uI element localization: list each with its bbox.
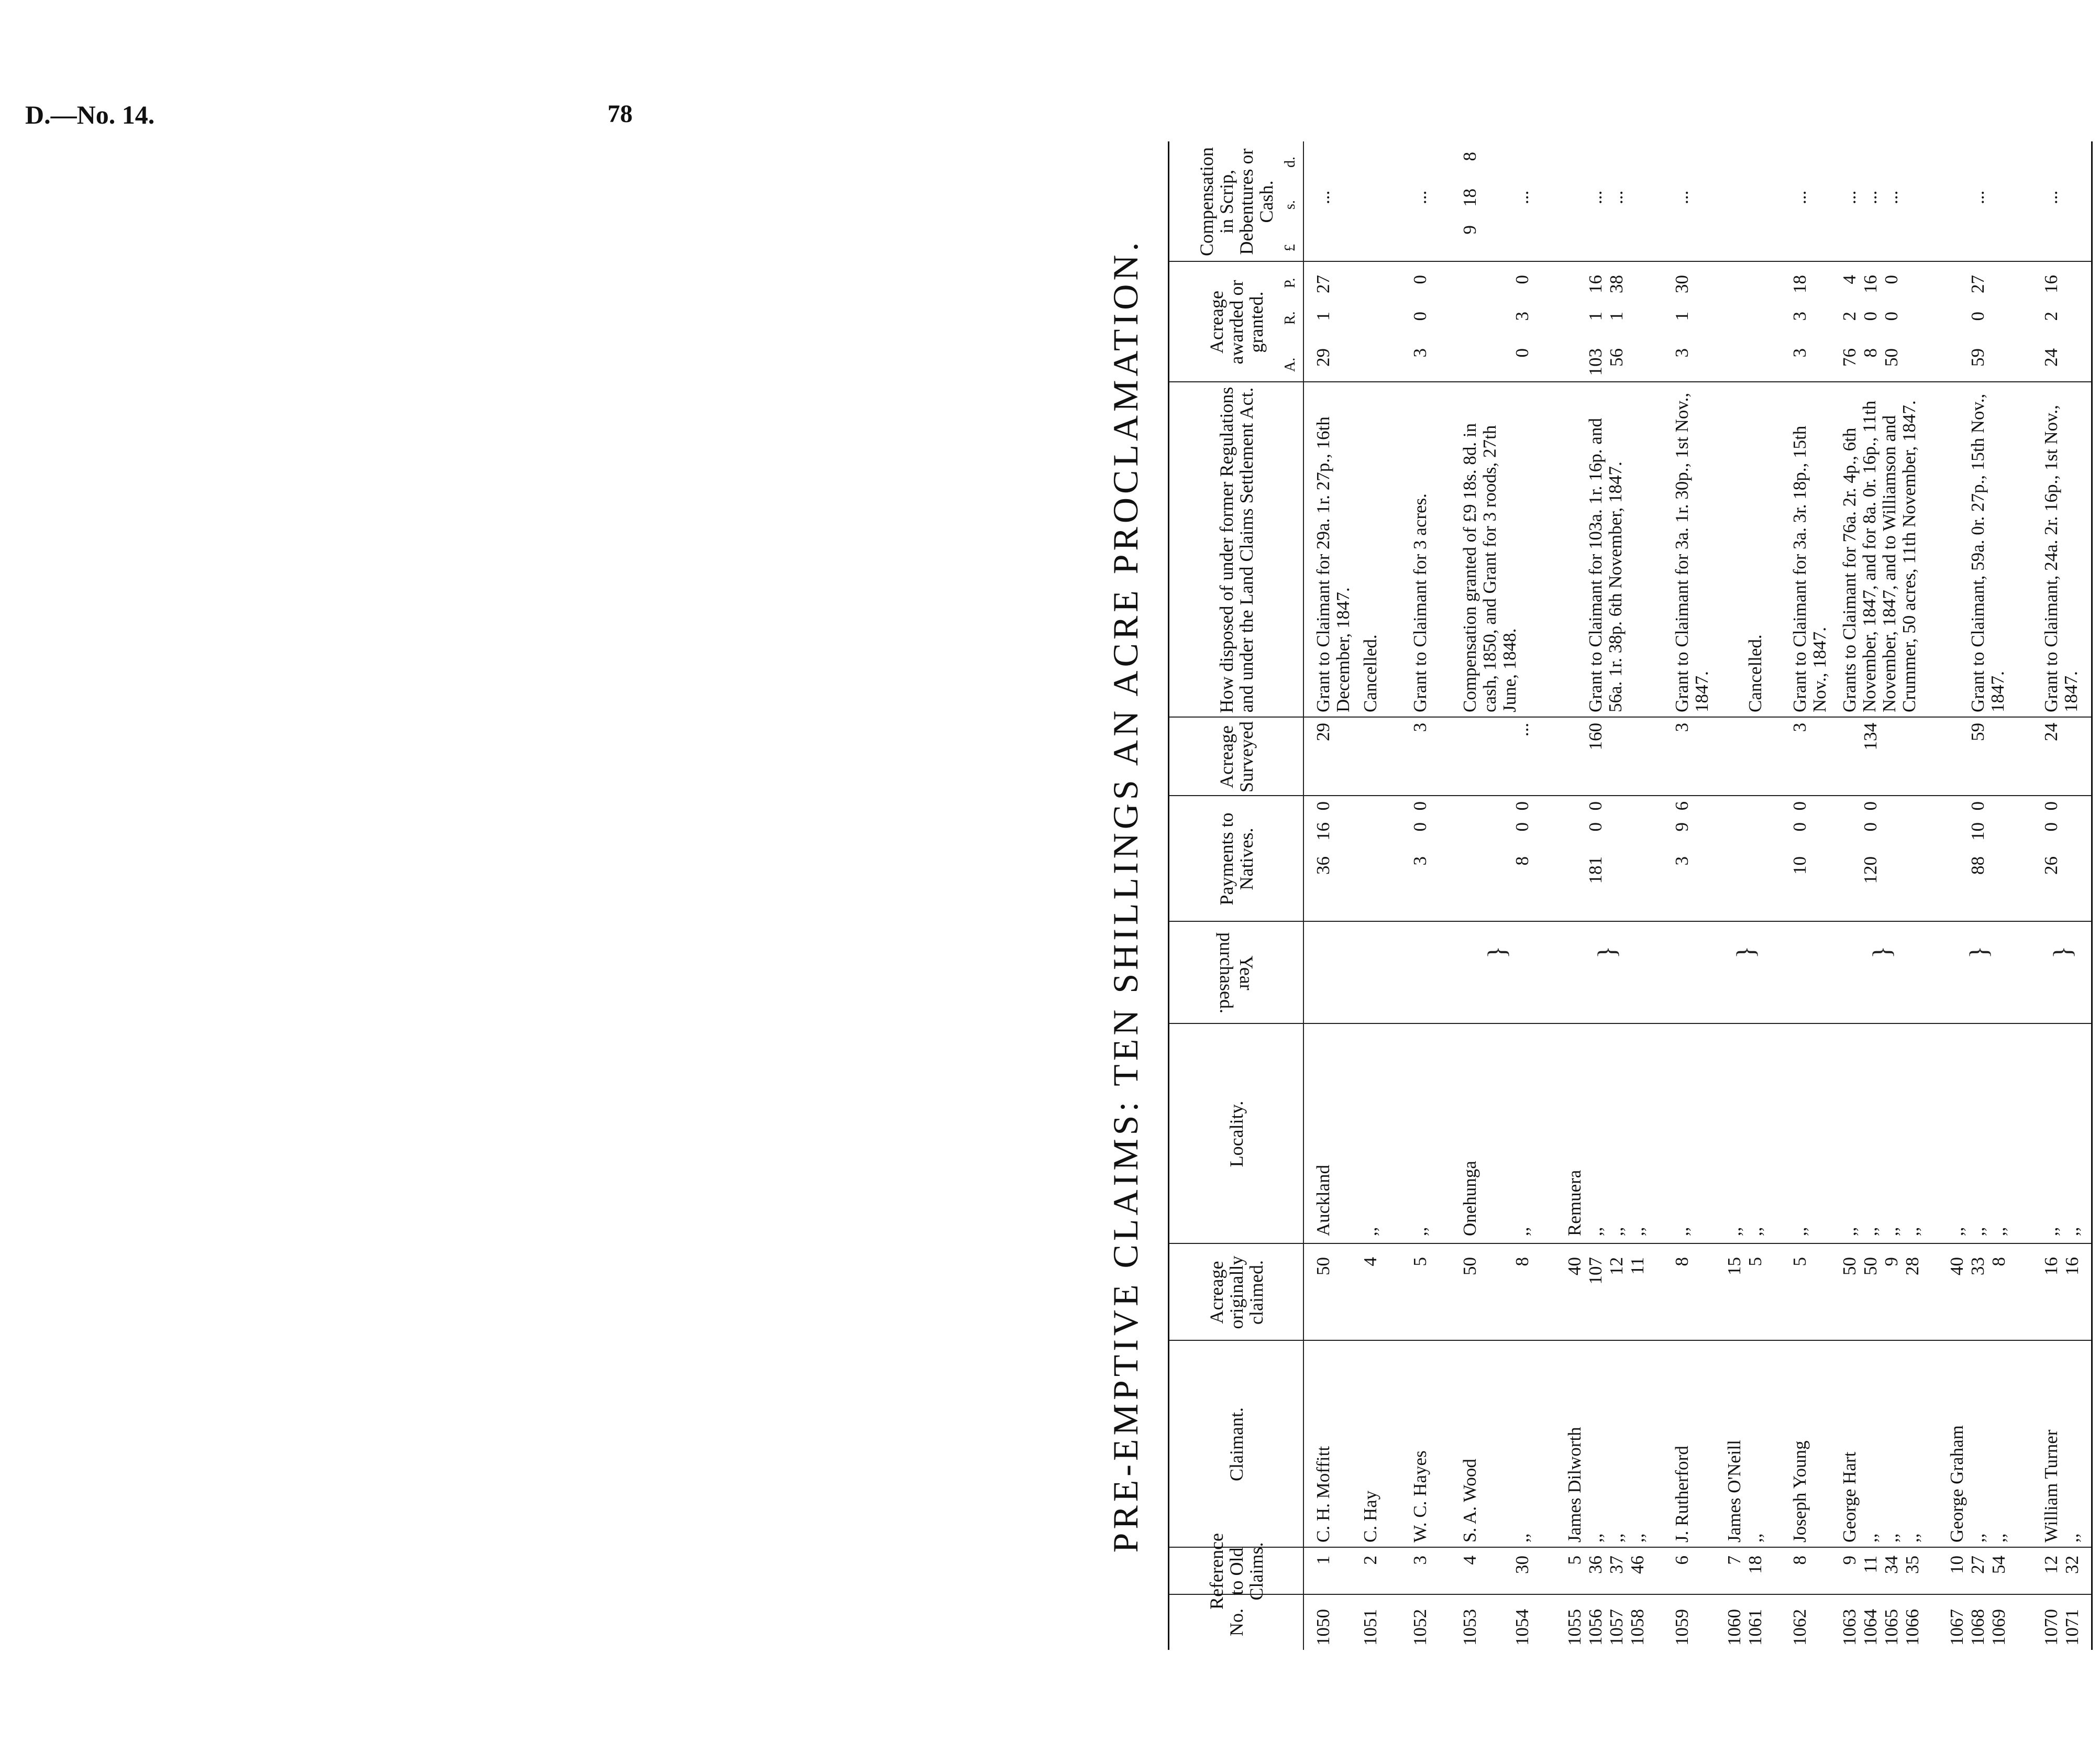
old-claim-ref: 1 xyxy=(1313,1556,1333,1565)
acreage-claimed: 8 xyxy=(1988,1257,2009,1266)
awarded-perches: 4 xyxy=(1839,275,1860,284)
awarded-roods: 0 xyxy=(1860,312,1881,321)
claimant-name: George Graham xyxy=(1947,1425,1967,1542)
compensation-value: ... xyxy=(2041,190,2061,204)
payment-pence: 0 xyxy=(1313,801,1333,811)
acreage-surveyed: 59 xyxy=(1968,723,1988,741)
acreage-surveyed: ... xyxy=(1512,723,1532,737)
claimant-name: ,, xyxy=(1606,1533,1627,1542)
year-group-brace: } xyxy=(1731,946,1760,958)
year-group-brace: } xyxy=(1867,946,1896,958)
awarded-roods: 3 xyxy=(1789,312,1810,321)
column-header-text: Reference to Old Claims. xyxy=(1206,1533,1267,1610)
column-header-text: Locality. xyxy=(1226,1100,1247,1167)
column-header-year xyxy=(1174,922,1299,1024)
column-header-text: How disposed of under former Regulations and under the Land Claims Settlement Act. xyxy=(1216,387,1257,713)
locality: ,, xyxy=(1410,1227,1430,1236)
locality: ,, xyxy=(1606,1227,1627,1236)
acreage-surveyed: 24 xyxy=(2041,723,2061,741)
claimant-name: ,, xyxy=(1988,1533,2009,1542)
acreage-claimed: 8 xyxy=(1512,1257,1532,1266)
locality: ,, xyxy=(1360,1227,1380,1236)
year-group-brace: } xyxy=(2048,946,2077,958)
awarded-perches: 16 xyxy=(1585,275,1606,293)
awarded-acres: 29 xyxy=(1313,348,1333,367)
awarded-roods: 0 xyxy=(1881,312,1902,321)
old-claim-ref: 12 xyxy=(2041,1556,2061,1574)
page-number: 78 xyxy=(607,100,633,128)
document-id: D.—No. 14. xyxy=(25,100,155,129)
payment-shillings: 0 xyxy=(1860,822,1881,832)
locality: ,, xyxy=(1745,1227,1765,1236)
old-claim-ref: 3 xyxy=(1410,1556,1430,1565)
locality: ,, xyxy=(1902,1227,1922,1236)
awarded-perches: 16 xyxy=(1860,275,1881,293)
year-group-brace: } xyxy=(1482,946,1511,958)
acreage-claimed: 50 xyxy=(1313,1257,1333,1275)
acreage-claimed: 50 xyxy=(1460,1257,1480,1275)
column-header-text: No. xyxy=(1226,1608,1247,1636)
disposal-note: Grants to Claimant for 76a. 2r. 4p., 6th November, 1847, and for 8a. 0r. 16p., 11th November, 1847, and to Williamson and Crummer, 50 acres, 11th November, 1847. xyxy=(1839,400,1919,712)
awarded-perches: 0 xyxy=(1410,275,1430,284)
awarded-perches: 38 xyxy=(1606,275,1627,293)
payment-pence: 0 xyxy=(1512,801,1532,811)
acreage-claimed: 107 xyxy=(1585,1257,1606,1285)
old-claim-ref: 4 xyxy=(1460,1556,1480,1565)
locality: ,, xyxy=(1627,1227,1648,1236)
column-rule xyxy=(1169,795,2091,796)
acreage-claimed: 8 xyxy=(1672,1257,1692,1266)
old-claim-ref: 27 xyxy=(1968,1556,1988,1574)
awarded-roods: 1 xyxy=(1606,312,1627,321)
locality: Onehunga xyxy=(1460,1161,1480,1236)
locality: ,, xyxy=(1512,1227,1532,1236)
locality: ,, xyxy=(2041,1227,2061,1236)
acreage-claimed: 16 xyxy=(2062,1257,2082,1275)
disposal-note: Grant to Claimant for 103a. 1r. 16p. and 56a. 1r. 38p. 6th November, 1847. xyxy=(1585,418,1626,712)
row-number: 1062 xyxy=(1789,1609,1810,1646)
row-number: 1052 xyxy=(1410,1609,1430,1646)
claimant-name: S. A. Wood xyxy=(1460,1459,1480,1542)
row-number: 1056 xyxy=(1585,1609,1606,1646)
row-number: 1065 xyxy=(1881,1609,1902,1646)
unit-acres: A. xyxy=(1282,357,1298,372)
old-claim-ref: 9 xyxy=(1839,1556,1860,1565)
disposal-note: Grant to Claimant, 24a. 2r. 16p., 1st Nov., 1847. xyxy=(2041,405,2081,712)
payment-shillings: 0 xyxy=(2041,822,2061,832)
row-number: 1063 xyxy=(1839,1609,1860,1646)
awarded-perches: 0 xyxy=(1881,275,1902,284)
locality: ,, xyxy=(1724,1227,1744,1236)
column-header-text: Payments to Natives. xyxy=(1216,812,1257,906)
column-rule xyxy=(1169,261,2091,262)
acreage-claimed: 4 xyxy=(1360,1257,1380,1266)
acreage-claimed: 15 xyxy=(1724,1257,1744,1275)
row-number: 1066 xyxy=(1902,1609,1922,1646)
acreage-surveyed: 134 xyxy=(1860,723,1881,751)
row-number: 1064 xyxy=(1860,1609,1881,1646)
awarded-acres: 76 xyxy=(1839,348,1860,367)
compensation-pounds: 9 xyxy=(1460,225,1480,235)
row-number: 1060 xyxy=(1724,1609,1744,1646)
row-number: 1053 xyxy=(1460,1609,1480,1646)
old-claim-ref: 18 xyxy=(1745,1556,1765,1574)
disposal-note: Grant to Claimant for 3a. 3r. 18p., 15th Nov., 1847. xyxy=(1789,425,1830,712)
acreage-claimed: 12 xyxy=(1606,1257,1627,1275)
old-claim-ref: 2 xyxy=(1360,1556,1380,1565)
old-claim-ref: 5 xyxy=(1564,1556,1585,1565)
acreage-claimed: 33 xyxy=(1968,1257,1988,1275)
acreage-claimed: 16 xyxy=(2041,1257,2061,1275)
awarded-acres: 0 xyxy=(1512,348,1532,358)
row-number: 1061 xyxy=(1745,1609,1765,1646)
awarded-acres: 3 xyxy=(1410,348,1430,358)
acreage-claimed: 40 xyxy=(1564,1257,1585,1275)
claimant-name: James Dilworth xyxy=(1564,1427,1585,1542)
claims-table xyxy=(1168,141,2093,1650)
payment-shillings: 9 xyxy=(1672,822,1692,832)
compensation-value: ... xyxy=(1410,190,1430,204)
column-rule xyxy=(1169,921,2091,922)
acreage-claimed: 50 xyxy=(1839,1257,1860,1275)
awarded-roods: 2 xyxy=(1839,312,1860,321)
column-rule xyxy=(1169,1340,2091,1341)
payment-pounds: 3 xyxy=(1410,856,1430,866)
claimant-name: ,, xyxy=(1512,1533,1532,1542)
unit-pounds: £ xyxy=(1282,244,1298,251)
locality: ,, xyxy=(1860,1227,1881,1236)
row-number: 1059 xyxy=(1672,1609,1692,1646)
disposal-note: Grant to Claimant, 59a. 0r. 27p., 15th Nov., 1847. xyxy=(1968,393,2008,712)
payment-pounds: 120 xyxy=(1860,856,1881,884)
acreage-surveyed: 3 xyxy=(1410,723,1430,732)
column-header-text: Year purchased. xyxy=(1216,932,1257,1013)
claimant-name: C. Hay xyxy=(1360,1490,1380,1542)
claimant-name: ,, xyxy=(1627,1533,1648,1542)
compensation-value: ... xyxy=(1860,190,1881,204)
column-rule xyxy=(1169,1023,2091,1024)
compensation-value: ... xyxy=(1606,190,1627,204)
payment-pence: 0 xyxy=(2041,801,2061,811)
compensation-value: ... xyxy=(1512,190,1532,204)
old-claim-ref: 10 xyxy=(1947,1556,1967,1574)
acreage-claimed: 50 xyxy=(1860,1257,1881,1275)
disposal-note: Grant to Claimant for 29a. 1r. 27p., 16th December, 1847. xyxy=(1313,416,1353,712)
old-claim-ref: 46 xyxy=(1627,1556,1648,1574)
payment-pounds: 26 xyxy=(2041,856,2061,875)
compensation-shillings: 18 xyxy=(1460,189,1480,207)
claimant-name: W. C. Hayes xyxy=(1410,1450,1430,1542)
payment-pence: 6 xyxy=(1672,801,1692,811)
acreage-surveyed: 3 xyxy=(1789,723,1810,732)
column-header-text: Acreage awarded or granted. xyxy=(1206,280,1267,365)
awarded-roods: 1 xyxy=(1672,312,1692,321)
row-number: 1068 xyxy=(1968,1609,1988,1646)
old-claim-ref: 35 xyxy=(1902,1556,1922,1574)
awarded-acres: 24 xyxy=(2041,348,2061,367)
unit-pence: d. xyxy=(1282,157,1298,168)
locality: ,, xyxy=(2062,1227,2082,1236)
claimant-name: ,, xyxy=(1745,1533,1765,1542)
disposal-note: Cancelled. xyxy=(1360,634,1380,712)
compensation-value: ... xyxy=(1585,190,1606,204)
payment-shillings: 0 xyxy=(1789,822,1810,832)
column-header-text: Acreage originally claimed. xyxy=(1206,1255,1267,1329)
awarded-roods: 2 xyxy=(2041,312,2061,321)
old-claim-ref: 8 xyxy=(1789,1556,1810,1565)
acreage-claimed: 5 xyxy=(1745,1257,1765,1266)
locality: ,, xyxy=(1585,1227,1606,1236)
payment-pence: 0 xyxy=(1860,801,1881,811)
acreage-claimed: 9 xyxy=(1881,1257,1902,1266)
awarded-roods: 0 xyxy=(1410,312,1430,321)
row-number: 1058 xyxy=(1627,1609,1648,1646)
old-claim-ref: 30 xyxy=(1512,1556,1532,1574)
payment-pounds: 36 xyxy=(1313,856,1333,875)
old-claim-ref: 36 xyxy=(1585,1556,1606,1574)
claimant-name: William Turner xyxy=(2041,1429,2061,1542)
row-number: 1070 xyxy=(2041,1609,2061,1646)
row-number: 1050 xyxy=(1313,1609,1333,1646)
claimant-name: J. Rutherford xyxy=(1672,1446,1692,1542)
unit-perches: P. xyxy=(1282,278,1298,288)
disposal-note: Grant to Claimant for 3 acres. xyxy=(1410,493,1430,712)
column-rule xyxy=(1169,1594,2091,1595)
awarded-perches: 0 xyxy=(1512,275,1532,284)
compensation-value: ... xyxy=(1839,190,1860,204)
awarded-perches: 27 xyxy=(1313,275,1333,293)
compensation-value: ... xyxy=(1968,190,1988,204)
row-number: 1054 xyxy=(1512,1609,1532,1646)
claimant-name: Joseph Young xyxy=(1789,1440,1810,1542)
claimant-name: ,, xyxy=(1860,1533,1881,1542)
locality: ,, xyxy=(1968,1227,1988,1236)
locality: Auckland xyxy=(1313,1164,1333,1236)
locality: ,, xyxy=(1672,1227,1692,1236)
payment-pounds: 10 xyxy=(1789,856,1810,875)
claimant-name: James O'Neill xyxy=(1724,1440,1744,1542)
locality: ,, xyxy=(1839,1227,1860,1236)
old-claim-ref: 6 xyxy=(1672,1556,1692,1565)
awarded-perches: 16 xyxy=(2041,275,2061,293)
compensation-value: ... xyxy=(1789,190,1810,204)
column-rule xyxy=(1169,1547,2091,1548)
payment-shillings: 0 xyxy=(1585,822,1606,832)
acreage-claimed: 5 xyxy=(1789,1257,1810,1266)
payment-pence: 0 xyxy=(1410,801,1430,811)
unit-shillings: s. xyxy=(1282,200,1298,210)
disposal-note: Cancelled. xyxy=(1745,634,1765,712)
year-group-brace: } xyxy=(1592,946,1621,958)
column-header-compensation xyxy=(1174,141,1299,262)
table-title: PRE-EMPTIVE CLAIMS: TEN SHILLINGS AN ACRE PROCLAMATION. xyxy=(1106,238,1145,1553)
row-number: 1055 xyxy=(1564,1609,1585,1646)
rotated-table-sheet xyxy=(1105,141,2100,1650)
awarded-acres: 3 xyxy=(1672,348,1692,358)
old-claim-ref: 37 xyxy=(1606,1556,1627,1574)
old-claim-ref: 11 xyxy=(1860,1556,1881,1573)
column-header-surveyed xyxy=(1174,718,1299,796)
claimant-name: George Hart xyxy=(1839,1451,1860,1542)
awarded-roods: 3 xyxy=(1512,312,1532,321)
compensation-value: ... xyxy=(1313,190,1333,204)
locality: ,, xyxy=(1988,1227,2009,1236)
row-number: 1071 xyxy=(2062,1609,2082,1646)
awarded-acres: 3 xyxy=(1789,348,1810,358)
awarded-acres: 103 xyxy=(1585,348,1606,376)
row-number: 1051 xyxy=(1360,1609,1380,1646)
awarded-roods: 0 xyxy=(1968,312,1988,321)
column-header-acreage-claimed xyxy=(1174,1244,1299,1341)
awarded-perches: 18 xyxy=(1789,275,1810,293)
column-header-claimant xyxy=(1174,1341,1299,1548)
locality: Remuera xyxy=(1564,1170,1585,1236)
payment-pence: 0 xyxy=(1585,801,1606,811)
acreage-claimed: 28 xyxy=(1902,1257,1922,1275)
old-claim-ref: 54 xyxy=(1988,1556,2009,1574)
column-header-ref xyxy=(1174,1533,1299,1610)
acreage-claimed: 5 xyxy=(1410,1257,1430,1266)
locality: ,, xyxy=(1881,1227,1902,1236)
payment-pounds: 88 xyxy=(1968,856,1988,875)
locality: ,, xyxy=(1789,1227,1810,1236)
row-number: 1067 xyxy=(1947,1609,1967,1646)
column-header-locality xyxy=(1174,1024,1299,1244)
compensation-value: ... xyxy=(1672,190,1692,204)
awarded-perches: 27 xyxy=(1968,275,1988,293)
claimant-name: ,, xyxy=(2062,1533,2082,1542)
old-claim-ref: 7 xyxy=(1724,1556,1744,1565)
acreage-claimed: 11 xyxy=(1627,1257,1648,1275)
payment-pounds: 8 xyxy=(1512,856,1532,866)
row-number: 1069 xyxy=(1988,1609,2009,1646)
claimant-name: C. H. Moffitt xyxy=(1313,1446,1333,1542)
column-header-text: Compensation in Scrip, Debentures or Cash. xyxy=(1196,147,1277,256)
payment-pounds: 181 xyxy=(1585,856,1606,884)
column-rule xyxy=(1169,1243,2091,1244)
disposal-note: Grant to Claimant for 3a. 1r. 30p., 1st Nov., 1847. xyxy=(1672,392,1712,712)
column-header-text: Acreage Surveyed xyxy=(1216,721,1257,792)
awarded-acres: 8 xyxy=(1860,348,1881,358)
payment-pence: 0 xyxy=(1968,801,1988,811)
disposal-note: Compensation granted of £9 18s. 8d. in cash, 1850, and Grant for 3 roods, 27th June, 1848. xyxy=(1460,423,1520,712)
payment-pounds: 3 xyxy=(1672,856,1692,866)
awarded-roods: 1 xyxy=(1585,312,1606,321)
payment-shillings: 16 xyxy=(1313,822,1333,841)
column-rule xyxy=(1169,381,2091,382)
year-group-brace: } xyxy=(1964,946,1993,958)
compensation-value: ... xyxy=(1881,190,1902,204)
compensation-pence: 8 xyxy=(1460,152,1480,161)
acreage-surveyed: 3 xyxy=(1672,723,1692,732)
claimant-name: ,, xyxy=(1881,1533,1902,1542)
acreage-claimed: 40 xyxy=(1947,1257,1967,1275)
column-header-awarded xyxy=(1174,262,1299,382)
column-header-text: Claimant. xyxy=(1226,1407,1247,1481)
awarded-acres: 59 xyxy=(1968,348,1988,367)
awarded-perches: 30 xyxy=(1672,275,1692,293)
locality: ,, xyxy=(1947,1227,1967,1236)
column-header-disposed xyxy=(1174,382,1299,718)
unit-roods: R. xyxy=(1282,311,1298,325)
awarded-roods: 1 xyxy=(1313,312,1333,321)
claimant-name: ,, xyxy=(1585,1533,1606,1542)
payment-shillings: 10 xyxy=(1968,822,1988,841)
acreage-surveyed: 160 xyxy=(1585,723,1606,751)
row-number: 1057 xyxy=(1606,1609,1627,1646)
acreage-surveyed: 29 xyxy=(1313,723,1333,741)
awarded-acres: 56 xyxy=(1606,348,1627,367)
header-rule xyxy=(1303,141,1304,1650)
payment-shillings: 0 xyxy=(1410,822,1430,832)
column-rule xyxy=(1169,717,2091,718)
column-header-payments xyxy=(1174,796,1299,922)
awarded-acres: 50 xyxy=(1881,348,1902,367)
claimant-name: ,, xyxy=(1968,1533,1988,1542)
payment-shillings: 0 xyxy=(1512,822,1532,832)
old-claim-ref: 34 xyxy=(1881,1556,1902,1574)
payment-pence: 0 xyxy=(1789,801,1810,811)
old-claim-ref: 32 xyxy=(2062,1556,2082,1574)
claimant-name: ,, xyxy=(1902,1533,1922,1542)
